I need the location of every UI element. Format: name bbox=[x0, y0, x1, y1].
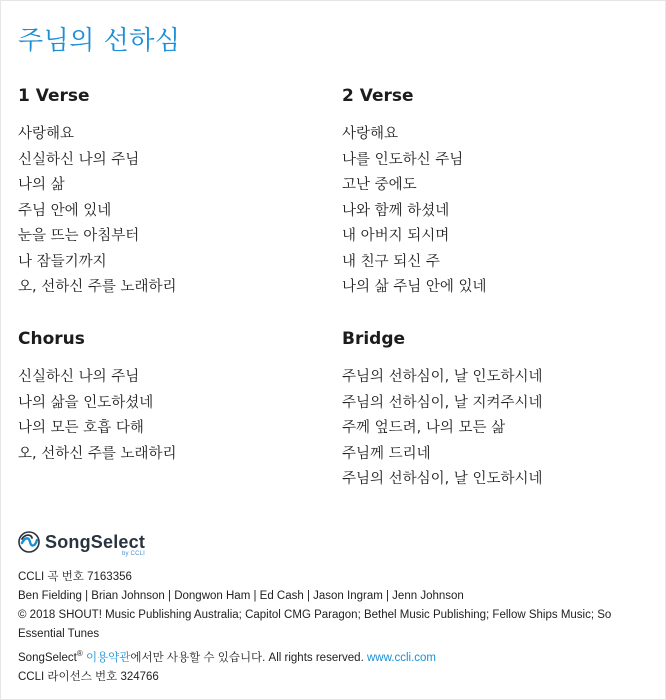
section-verse-2 bbox=[342, 86, 487, 301]
section-heading: 1 Verse bbox=[18, 86, 90, 106]
lyric-line: 나의 삶 bbox=[18, 177, 65, 193]
lyric-line: 주께 엎드려, 나의 모든 삶 bbox=[342, 420, 506, 436]
terms-line bbox=[18, 644, 648, 668]
lyric-lines bbox=[342, 122, 487, 301]
section-heading: 2 Verse bbox=[342, 86, 414, 106]
ccli-website-link[interactable]: www.ccli.com bbox=[366, 651, 436, 664]
ccli-license-number: CCLI 라이선스 번호 324766 bbox=[18, 670, 159, 683]
lyric-line: 나 잠들기까지 bbox=[18, 253, 107, 270]
song-authors: Ben Fielding | Brian Johnson | Dongwon Ham | Ed Cash | Jason Ingram | Jenn Johnson bbox=[18, 590, 464, 602]
song-title: 주님의 선하심 bbox=[18, 26, 181, 56]
lyric-line: 고난 중에도 bbox=[342, 177, 417, 193]
section-chorus bbox=[18, 329, 177, 467]
lyric-lines bbox=[342, 365, 543, 493]
lyric-line: 사랑해요 bbox=[18, 126, 75, 142]
terms-prefix: SongSelect bbox=[18, 651, 77, 664]
lyric-line: 사랑해요 bbox=[342, 126, 399, 142]
section-heading: Chorus bbox=[18, 329, 85, 349]
lyric-line: 주님의 선하심이, 날 인도하시네 bbox=[342, 369, 543, 385]
lyric-line: 주님의 선하심이, 날 지켜주시네 bbox=[342, 394, 543, 411]
terms-suffix: 에서만 사용할 수 있습니다. All rights reserved. bbox=[130, 651, 364, 664]
copyright-notice: © 2018 SHOUT! Music Publishing Australia; Capitol CMG Paragon; Bethel Music Publishing; Fellow Ships Music; So Essential Tunes bbox=[18, 609, 612, 640]
lyric-line: 주님 안에 있네 bbox=[18, 202, 112, 219]
lyric-line: 신실하신 나의 주님 bbox=[18, 151, 140, 168]
footer bbox=[18, 568, 648, 687]
lyric-line: 내 아버지 되시며 bbox=[342, 228, 450, 244]
lyric-lines bbox=[18, 122, 177, 301]
lyric-line: 눈을 뜨는 아침부터 bbox=[18, 228, 140, 244]
lyric-line: 주님께 드리네 bbox=[342, 445, 431, 462]
lyric-line: 나의 삶 주님 안에 있네 bbox=[342, 279, 487, 295]
section-bridge bbox=[342, 329, 543, 493]
section-heading: Bridge bbox=[342, 329, 406, 349]
lyric-lines bbox=[18, 365, 177, 467]
logo-name: SongSelect bbox=[45, 531, 146, 552]
logo-wordmark bbox=[45, 531, 146, 557]
ccli-song-number: CCLI 곡 번호 7163356 bbox=[18, 571, 132, 583]
lyric-line: 나를 인도하신 주님 bbox=[342, 151, 464, 168]
terms-of-use-link[interactable]: 이용약관 bbox=[85, 651, 131, 664]
lyric-line: 오, 선하신 주를 노래하리 bbox=[18, 279, 177, 295]
lyric-line: 오, 선하신 주를 노래하리 bbox=[18, 445, 177, 462]
lyric-line: 나의 삶을 인도하셨네 bbox=[18, 394, 154, 411]
lyric-line: 나의 모든 호흡 다해 bbox=[18, 420, 144, 436]
logo-sub: by CCLI bbox=[121, 550, 146, 557]
lyric-line: 내 친구 되신 주 bbox=[342, 253, 440, 270]
songselect-logo-icon bbox=[18, 531, 40, 553]
lyric-line: 주님의 선하심이, 날 인도하시네 bbox=[342, 471, 543, 487]
lyric-line: 신실하신 나의 주님 bbox=[18, 369, 140, 385]
section-verse-1 bbox=[18, 86, 177, 301]
registered-mark: ® bbox=[76, 649, 83, 658]
songselect-logo bbox=[18, 527, 145, 557]
lyric-line: 나와 함께 하셨네 bbox=[342, 202, 450, 219]
